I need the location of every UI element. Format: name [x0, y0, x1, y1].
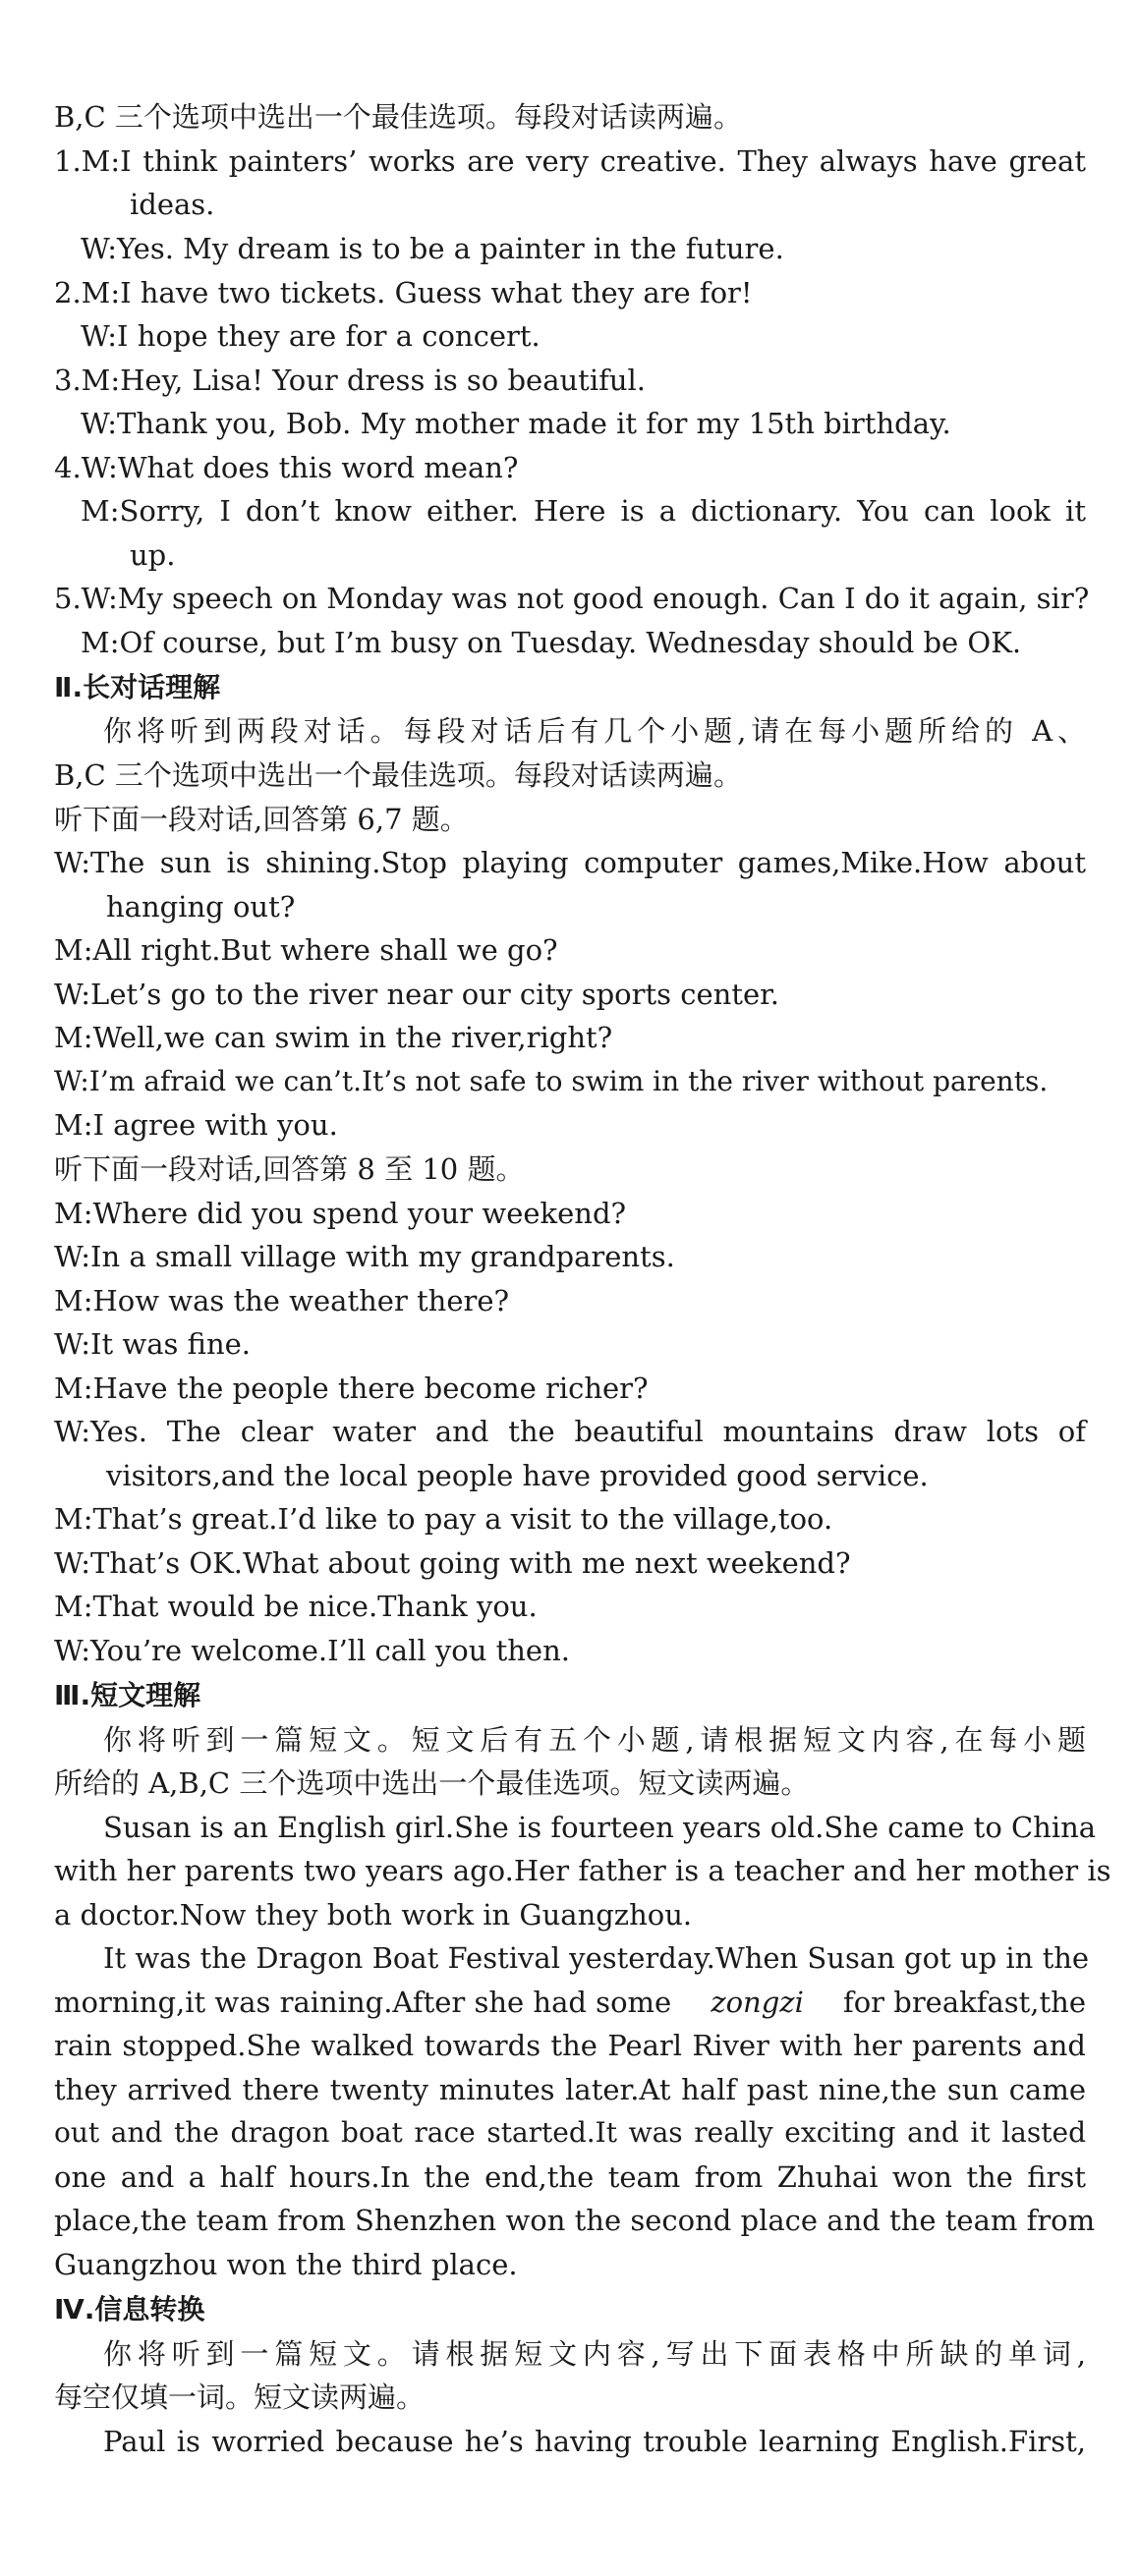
text-line: M:Where did you spend your weekend? — [54, 1197, 627, 1230]
question-1: 1.M:I think painters’ works are very creative. They always have great — [54, 144, 1086, 178]
passage-line — [54, 1988, 1086, 2017]
instruction-line: 听下面一段对话,回答第 6,7 题。 — [54, 803, 469, 836]
text-line: W:Yes. My dream is to be a painter in the future. — [81, 232, 784, 265]
text-line: W:You’re welcome.I’ll call you then. — [54, 1634, 570, 1667]
text-line: W:It was fine. — [54, 1327, 251, 1361]
passage-line: they arrived there twenty minutes later.At half past nine,the sun came — [54, 2073, 1086, 2106]
text-line: W:Thank you, Bob. My mother made it for my 15th birthday. — [81, 407, 951, 440]
instruction-line: B,C 三个选项中选出一个最佳选项。每段对话读两遍。 — [54, 758, 742, 792]
text-line: M:Well,we can swim in the river,right? — [54, 1021, 613, 1054]
text-line: M:How was the weather there? — [54, 1284, 510, 1317]
section-2-heading: Ⅱ.长对话理解 — [54, 671, 221, 703]
passage-line: with her parents two years ago.Her father is a teacher and her mother is — [54, 1854, 1111, 1887]
instruction-line: 所给的 A,B,C 三个选项中选出一个最佳选项。短文读两遍。 — [54, 1766, 810, 1800]
text-line: W:Yes. The clear water and the beautiful mountains draw lots of — [54, 1415, 1086, 1448]
text-line: visitors,and the local people have provided good service. — [106, 1459, 929, 1492]
question-2: 2.M:I have two tickets. Guess what they are for! — [54, 276, 753, 309]
text-line: ideas. — [130, 188, 215, 221]
section-4-heading: Ⅳ.信息转换 — [54, 2293, 205, 2325]
question-5: 5.W:My speech on Monday was not good enough. Can I do it again, sir? — [54, 582, 1090, 615]
text-line: W:I’m afraid we can’t.It’s not safe to swim in the river without parents. — [54, 1065, 1049, 1097]
passage-line: a doctor.Now they both work in Guangzhou. — [54, 1898, 693, 1932]
text-line: W:I hope they are for a concert. — [81, 319, 541, 353]
passage-line: one and a half hours.In the end,the team from Zhuhai won the first — [54, 2160, 1086, 2194]
passage-text: morning,it was raining.After she had some — [54, 1986, 672, 2019]
text-line: M:That’s great.I’d like to pay a visit to the village,too. — [54, 1502, 833, 1536]
passage-text: for breakfast,the — [842, 1986, 1086, 2019]
passage-line: out and the dragon boat race started.It was really exciting and it lasted — [54, 2116, 1086, 2149]
text-line: B,C 三个选项中选出一个最佳选项。每段对话读两遍。 — [54, 100, 742, 134]
passage-line: Guangzhou won the third place. — [54, 2248, 518, 2281]
text-line: M:Sorry, I don’t know either. Here is a dictionary. You can look it — [81, 494, 1086, 528]
section-3-heading: Ⅲ.短文理解 — [54, 1679, 201, 1711]
text-line: W:The sun is shining.Stop playing computer games,Mike.How about — [54, 846, 1086, 879]
instruction-line: 听下面一段对话,回答第 8 至 10 题。 — [54, 1152, 525, 1186]
passage-line: Paul is worried because he’s having trouble learning English.First, — [103, 2425, 1086, 2458]
instruction-line: 你将听到一篇短文。短文后有五个小题,请根据短文内容,在每小题 — [103, 1723, 1086, 1757]
text-line: M:All right.But where shall we go? — [54, 933, 558, 967]
text-line: M:I agree with you. — [54, 1108, 338, 1142]
text-line: M:That would be nice.Thank you. — [54, 1590, 538, 1623]
text-line: M:Have the people there become richer? — [54, 1372, 649, 1405]
text-line: W:That’s OK.What about going with me next weekend? — [54, 1546, 851, 1580]
text-line: W:In a small village with my grandparents. — [54, 1240, 675, 1273]
text-line: W:Let’s go to the river near our city sports center. — [54, 978, 780, 1011]
passage-line: rain stopped.She walked towards the Pearl River with her parents and — [54, 2029, 1086, 2062]
text-line: M:Of course, but I’m busy on Tuesday. Wednesday should be OK. — [81, 626, 1022, 659]
passage-line: Susan is an English girl.She is fourteen years old.She came to China — [103, 1811, 1097, 1844]
instruction-line: 你将听到两段对话。每段对话后有几个小题,请在每小题所给的 A、 — [103, 714, 1086, 748]
passage-line: It was the Dragon Boat Festival yesterday.When Susan got up in the — [103, 1941, 1090, 1975]
instruction-line: 你将听到一篇短文。请根据短文内容,写出下面表格中所缺的单词, — [103, 2337, 1086, 2371]
instruction-line: 每空仅填一词。短文读两遍。 — [54, 2380, 426, 2414]
text-line: hanging out? — [106, 890, 296, 924]
question-4: 4.W:What does this word mean? — [54, 451, 519, 484]
italic-word: zongzi — [711, 1986, 804, 2019]
question-3: 3.M:Hey, Lisa! Your dress is so beautiful. — [54, 364, 647, 397]
passage-line: place,the team from Shenzhen won the second place and the team from — [54, 2204, 1096, 2237]
text-line: up. — [130, 538, 176, 572]
